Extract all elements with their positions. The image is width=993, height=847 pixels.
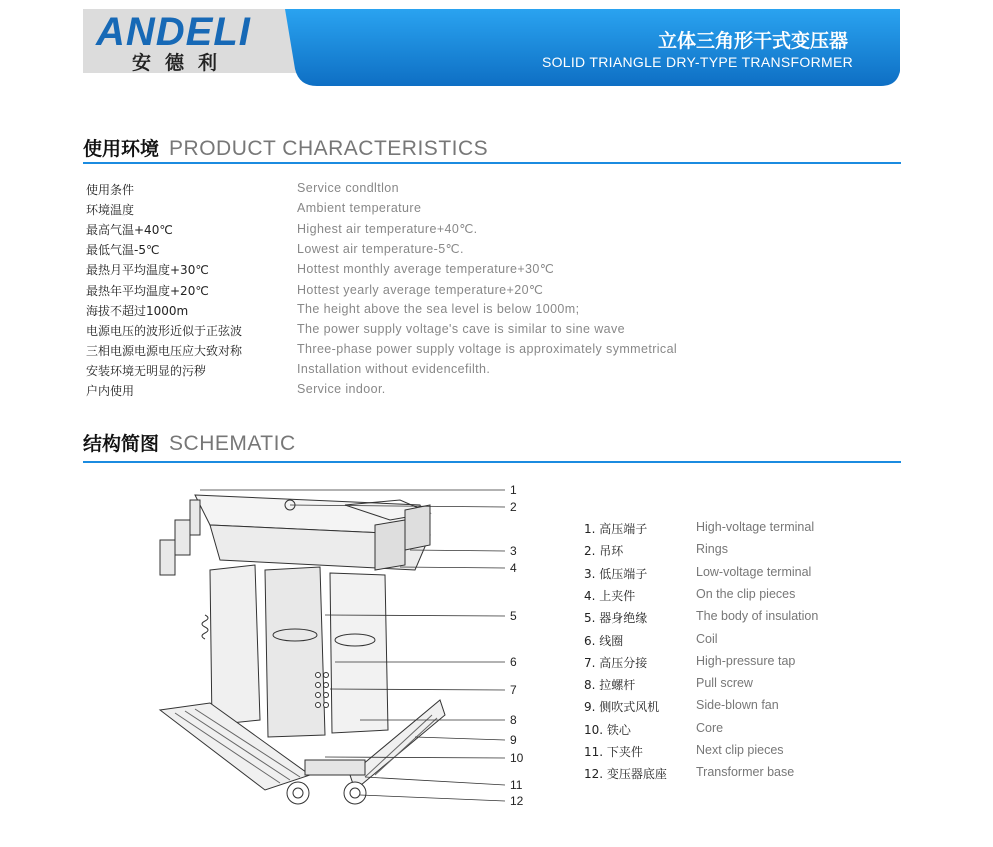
characteristic-label-en: Ambient temperature bbox=[297, 201, 422, 216]
schematic-heading bbox=[83, 429, 296, 456]
characteristic-label-cn: 最热年平均温度+20℃ bbox=[86, 283, 209, 298]
characteristic-label-en: The power supply voltage's cave is similar to sine wave bbox=[297, 321, 625, 336]
schematic-heading-en: SCHEMATIC bbox=[169, 432, 296, 455]
legend-label-en: Side-blown fan bbox=[696, 698, 779, 713]
callout-number: 11 bbox=[510, 778, 523, 792]
callout-number: 1 bbox=[510, 483, 517, 497]
callout-number: 10 bbox=[510, 751, 524, 765]
characteristic-label-cn: 最高气温+40℃ bbox=[86, 223, 173, 238]
section-divider bbox=[83, 461, 901, 463]
legend-label-cn: 9. 侧吹式风机 bbox=[584, 700, 660, 715]
characteristic-label-cn: 海拔不超过1000m bbox=[86, 303, 189, 318]
legend-label-cn: 11. 下夹件 bbox=[584, 745, 643, 759]
callout-number: 7 bbox=[510, 683, 517, 697]
legend-label-en: Low-voltage terminal bbox=[696, 564, 812, 579]
legend-label-en: High-voltage terminal bbox=[696, 520, 815, 534]
callout-number: 8 bbox=[510, 713, 517, 727]
characteristic-label-en: Hottest yearly average temperature+20℃ bbox=[297, 282, 544, 297]
characteristic-label-en: Three-phase power supply voltage is approximately symmetrical bbox=[297, 341, 678, 356]
callout-number: 4 bbox=[510, 561, 517, 575]
legend-label-cn: 7. 高压分接 bbox=[584, 655, 648, 670]
legend-label-en: Transformer base bbox=[696, 765, 795, 780]
legend-label-cn: 4. 上夹件 bbox=[584, 588, 636, 603]
characteristic-label-cn: 户内使用 bbox=[86, 384, 135, 398]
callout-number: 9 bbox=[510, 733, 517, 747]
legend-label-en: On the clip pieces bbox=[696, 586, 796, 601]
legend-label-en: Next clip pieces bbox=[696, 743, 784, 757]
section-divider bbox=[83, 162, 901, 164]
characteristic-label-en: Hottest monthly average temperature+30℃ bbox=[297, 262, 555, 277]
characteristic-label-en: Highest air temperature+40℃. bbox=[297, 222, 478, 237]
characteristic-label-en: Lowest air temperature-5℃. bbox=[297, 242, 464, 257]
brand-logo-chinese: 安德利 bbox=[132, 52, 232, 74]
characteristic-label-en: Installation without evidencefilth. bbox=[297, 361, 491, 376]
legend-label-cn: 5. 器身绝缘 bbox=[584, 611, 648, 626]
characteristic-label-cn: 安装环境无明显的污秽 bbox=[86, 363, 207, 378]
legend-label-en: Rings bbox=[696, 542, 728, 557]
callout-number: 6 bbox=[510, 655, 517, 669]
product-title-english: SOLID TRIANGLE DRY-TYPE TRANSFORMER bbox=[541, 54, 853, 70]
legend-label-cn: 10. 铁心 bbox=[584, 722, 631, 737]
characteristic-label-en: Service condltlon bbox=[297, 181, 399, 195]
callout-number: 5 bbox=[510, 609, 517, 623]
characteristics-heading-cn: 使用环境 bbox=[83, 138, 160, 160]
legend-label-en: High-pressure tap bbox=[696, 653, 796, 668]
legend-label-cn: 12. 变压器底座 bbox=[584, 767, 667, 782]
legend-label-en: Pull screw bbox=[696, 676, 753, 691]
legend-label-en: The body of insulation bbox=[696, 609, 819, 624]
characteristic-label-cn: 电源电压的波形近似于正弦波 bbox=[86, 323, 243, 338]
schematic-heading-cn: 结构简图 bbox=[83, 433, 160, 455]
legend-label-cn: 3. 低压端子 bbox=[584, 566, 648, 581]
legend-label-cn: 2. 吊环 bbox=[584, 544, 624, 559]
brand-logo: ANDELI bbox=[96, 10, 251, 54]
legend-label-en: Coil bbox=[696, 631, 718, 646]
callout-number: 3 bbox=[510, 544, 517, 558]
characteristic-label-cn: 环境温度 bbox=[86, 203, 135, 218]
characteristic-label-cn: 三相电源电源电压应大致对称 bbox=[86, 343, 243, 358]
characteristic-label-cn: 使用条件 bbox=[86, 183, 135, 197]
callout-number: 2 bbox=[510, 500, 517, 514]
legend-label-cn: 1. 高压端子 bbox=[584, 522, 648, 536]
callout-number-group bbox=[510, 483, 524, 808]
callout-number: 12 bbox=[510, 794, 524, 808]
characteristics-heading bbox=[83, 134, 488, 161]
characteristic-label-cn: 最热月平均温度+30℃ bbox=[86, 263, 209, 278]
characteristic-label-cn: 最低气温-5℃ bbox=[86, 243, 160, 258]
legend-label-en: Core bbox=[696, 720, 724, 735]
transformer-schematic-drawing bbox=[150, 475, 530, 815]
legend-label-cn: 6. 线圈 bbox=[584, 633, 624, 648]
characteristic-label-en: The height above the sea level is below 1000m; bbox=[297, 301, 580, 316]
characteristic-label-en: Service indoor. bbox=[297, 382, 386, 396]
characteristics-heading-en: PRODUCT CHARACTERISTICS bbox=[169, 137, 489, 160]
product-title-chinese: 立体三角形干式变压器 bbox=[657, 30, 848, 52]
legend-label-cn: 8. 拉螺杆 bbox=[584, 678, 636, 693]
